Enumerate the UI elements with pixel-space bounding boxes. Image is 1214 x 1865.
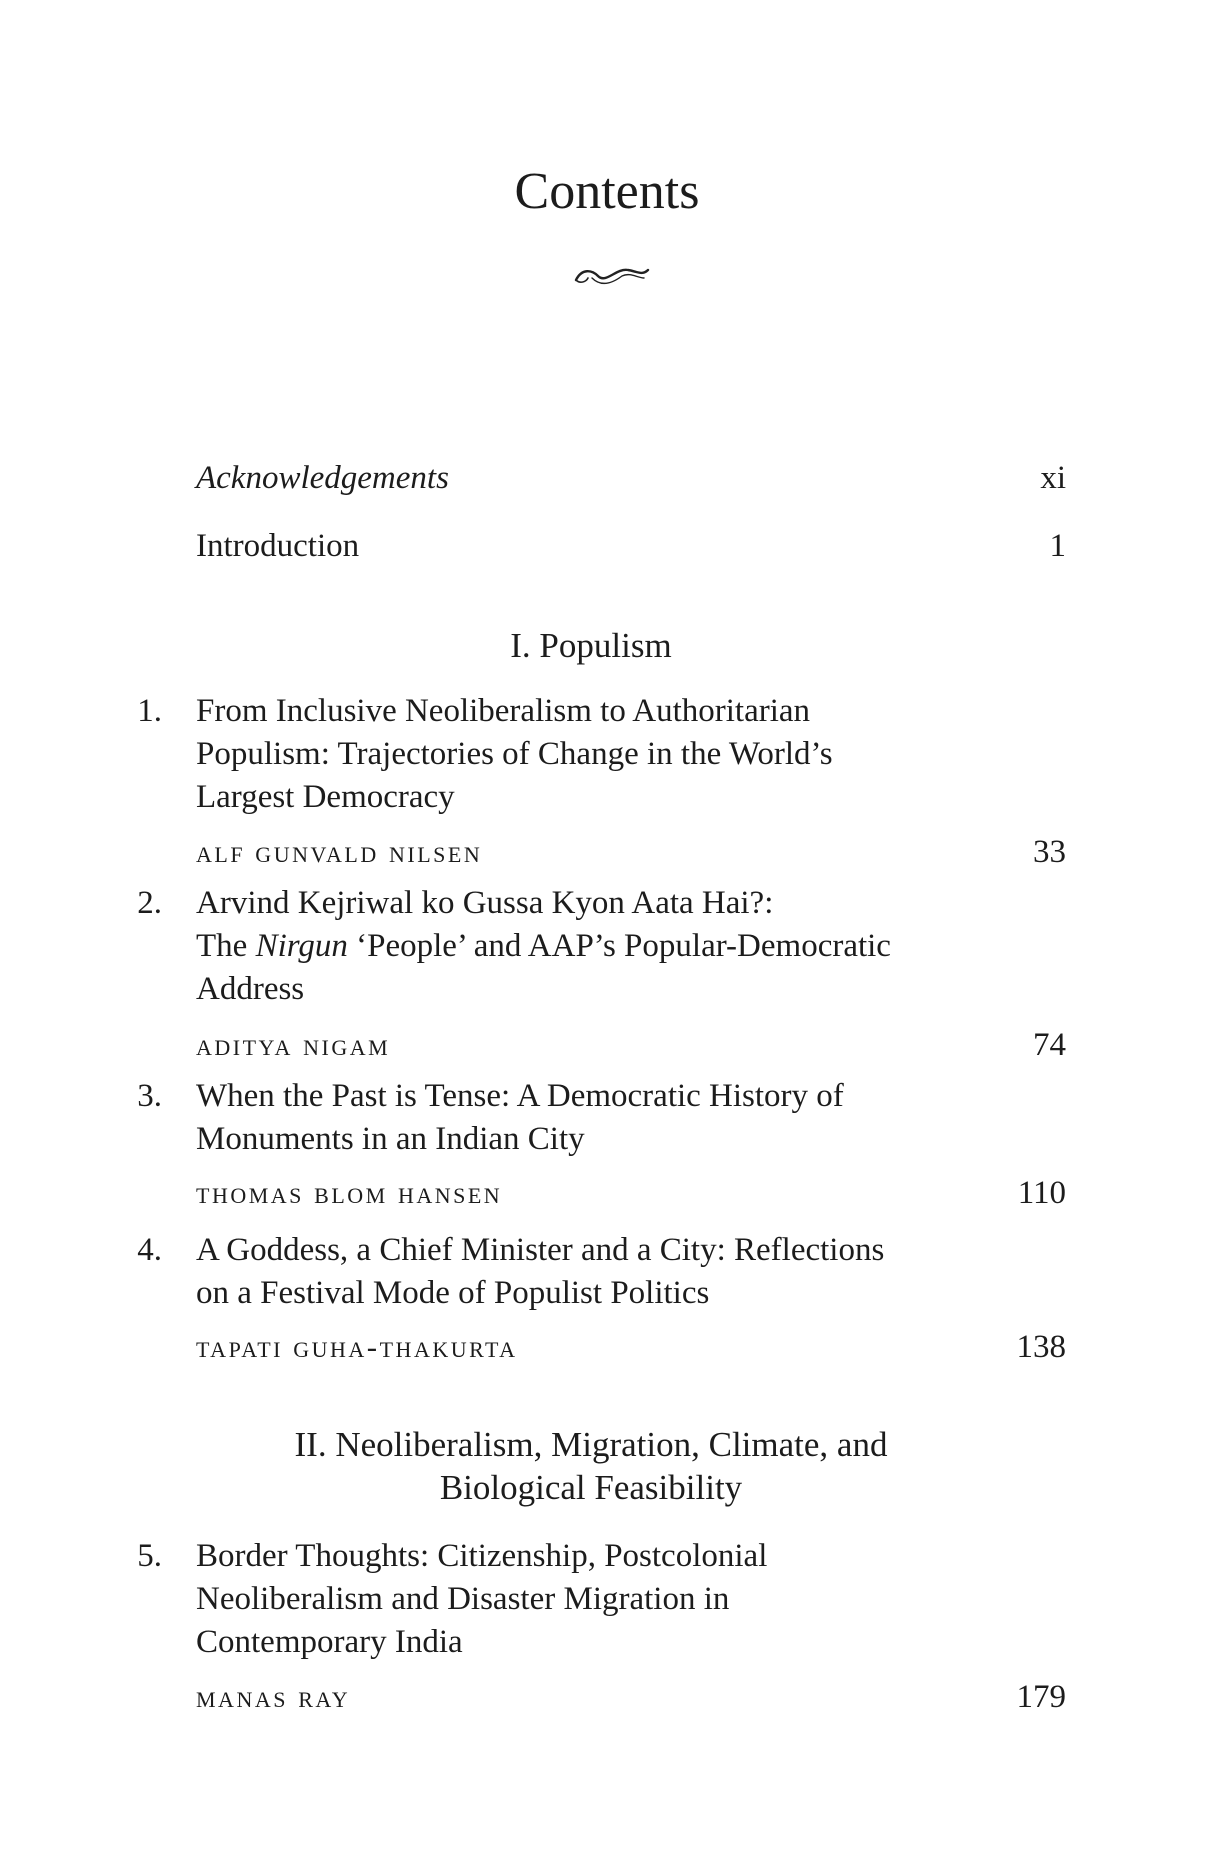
chapter-title-line: on a Festival Mode of Populist Politics <box>196 1275 710 1311</box>
entry-page-number: 1 <box>1049 528 1066 564</box>
chapter-title-line: Arvind Kejriwal ko Gussa Kyon Aata Hai?: <box>196 885 774 921</box>
chapter-author: aditya nigam <box>196 1027 391 1062</box>
chapter-title-line: When the Past is Tense: A Democratic History of <box>196 1078 844 1114</box>
chapter-title-line: From Inclusive Neoliberalism to Authoritarian <box>196 693 811 729</box>
chapter-title-line: Border Thoughts: Citizenship, Postcolonial <box>196 1538 768 1574</box>
chapter-number: 4. <box>137 1232 162 1268</box>
entry-label: Acknowledgements <box>196 460 449 496</box>
chapter-title-line: Monuments in an Indian City <box>196 1121 585 1157</box>
chapter-number: 1. <box>137 693 162 729</box>
chapter-number: 5. <box>137 1538 162 1574</box>
chapter-title-line: Populism: Trajectories of Change in the World’s <box>196 736 833 772</box>
chapter-title-segment: ‘People’ and AAP’s Popular-Democratic <box>347 928 891 964</box>
chapter-number: 3. <box>137 1078 162 1114</box>
chapter-title <box>196 1535 1036 1664</box>
chapter-author: thomas blom hansen <box>196 1175 503 1210</box>
chapter-title <box>196 1075 1036 1161</box>
part-heading-1 <box>196 624 986 667</box>
part-heading-2 <box>196 1423 986 1509</box>
part-heading-line: I. Populism <box>510 626 672 665</box>
entry-page-number: 179 <box>1016 1679 1066 1715</box>
chapter-number: 2. <box>137 885 162 921</box>
chapter-title-line: Address <box>196 971 305 1007</box>
part-heading-line: II. Neoliberalism, Migration, Climate, and <box>294 1425 888 1464</box>
chapter-title-line: Contemporary India <box>196 1624 463 1660</box>
chapter-title-line: A Goddess, a Chief Minister and a City: Reflections <box>196 1232 885 1268</box>
chapter-title <box>196 882 1036 1011</box>
entry-page-number: xi <box>1040 460 1066 496</box>
entry-label: Introduction <box>196 528 360 564</box>
part-heading-line: Biological Feasibility <box>439 1468 743 1507</box>
chapter-title-line: Neoliberalism and Disaster Migration in <box>196 1581 730 1617</box>
chapter-title-emphasis: Nirgun <box>255 928 348 964</box>
page-title: Contents <box>514 163 700 220</box>
entry-page-number: 33 <box>1033 834 1066 870</box>
entry-page-number: 110 <box>1017 1175 1066 1211</box>
chapter-title-line: Largest Democracy <box>196 779 455 815</box>
chapter-author: alf gunvald nilsen <box>196 834 483 869</box>
chapter-author: tapati guha-thakurta <box>196 1329 518 1364</box>
chapter-title-segment: The <box>196 928 256 964</box>
chapter-title <box>196 1229 1036 1315</box>
chapter-author: manas ray <box>196 1679 351 1714</box>
chapter-title <box>196 690 1036 819</box>
entry-page-number: 138 <box>1016 1329 1066 1365</box>
swash-ornament-icon <box>572 258 652 292</box>
chapter-title-line <box>196 925 1036 968</box>
entry-page-number: 74 <box>1033 1027 1066 1063</box>
